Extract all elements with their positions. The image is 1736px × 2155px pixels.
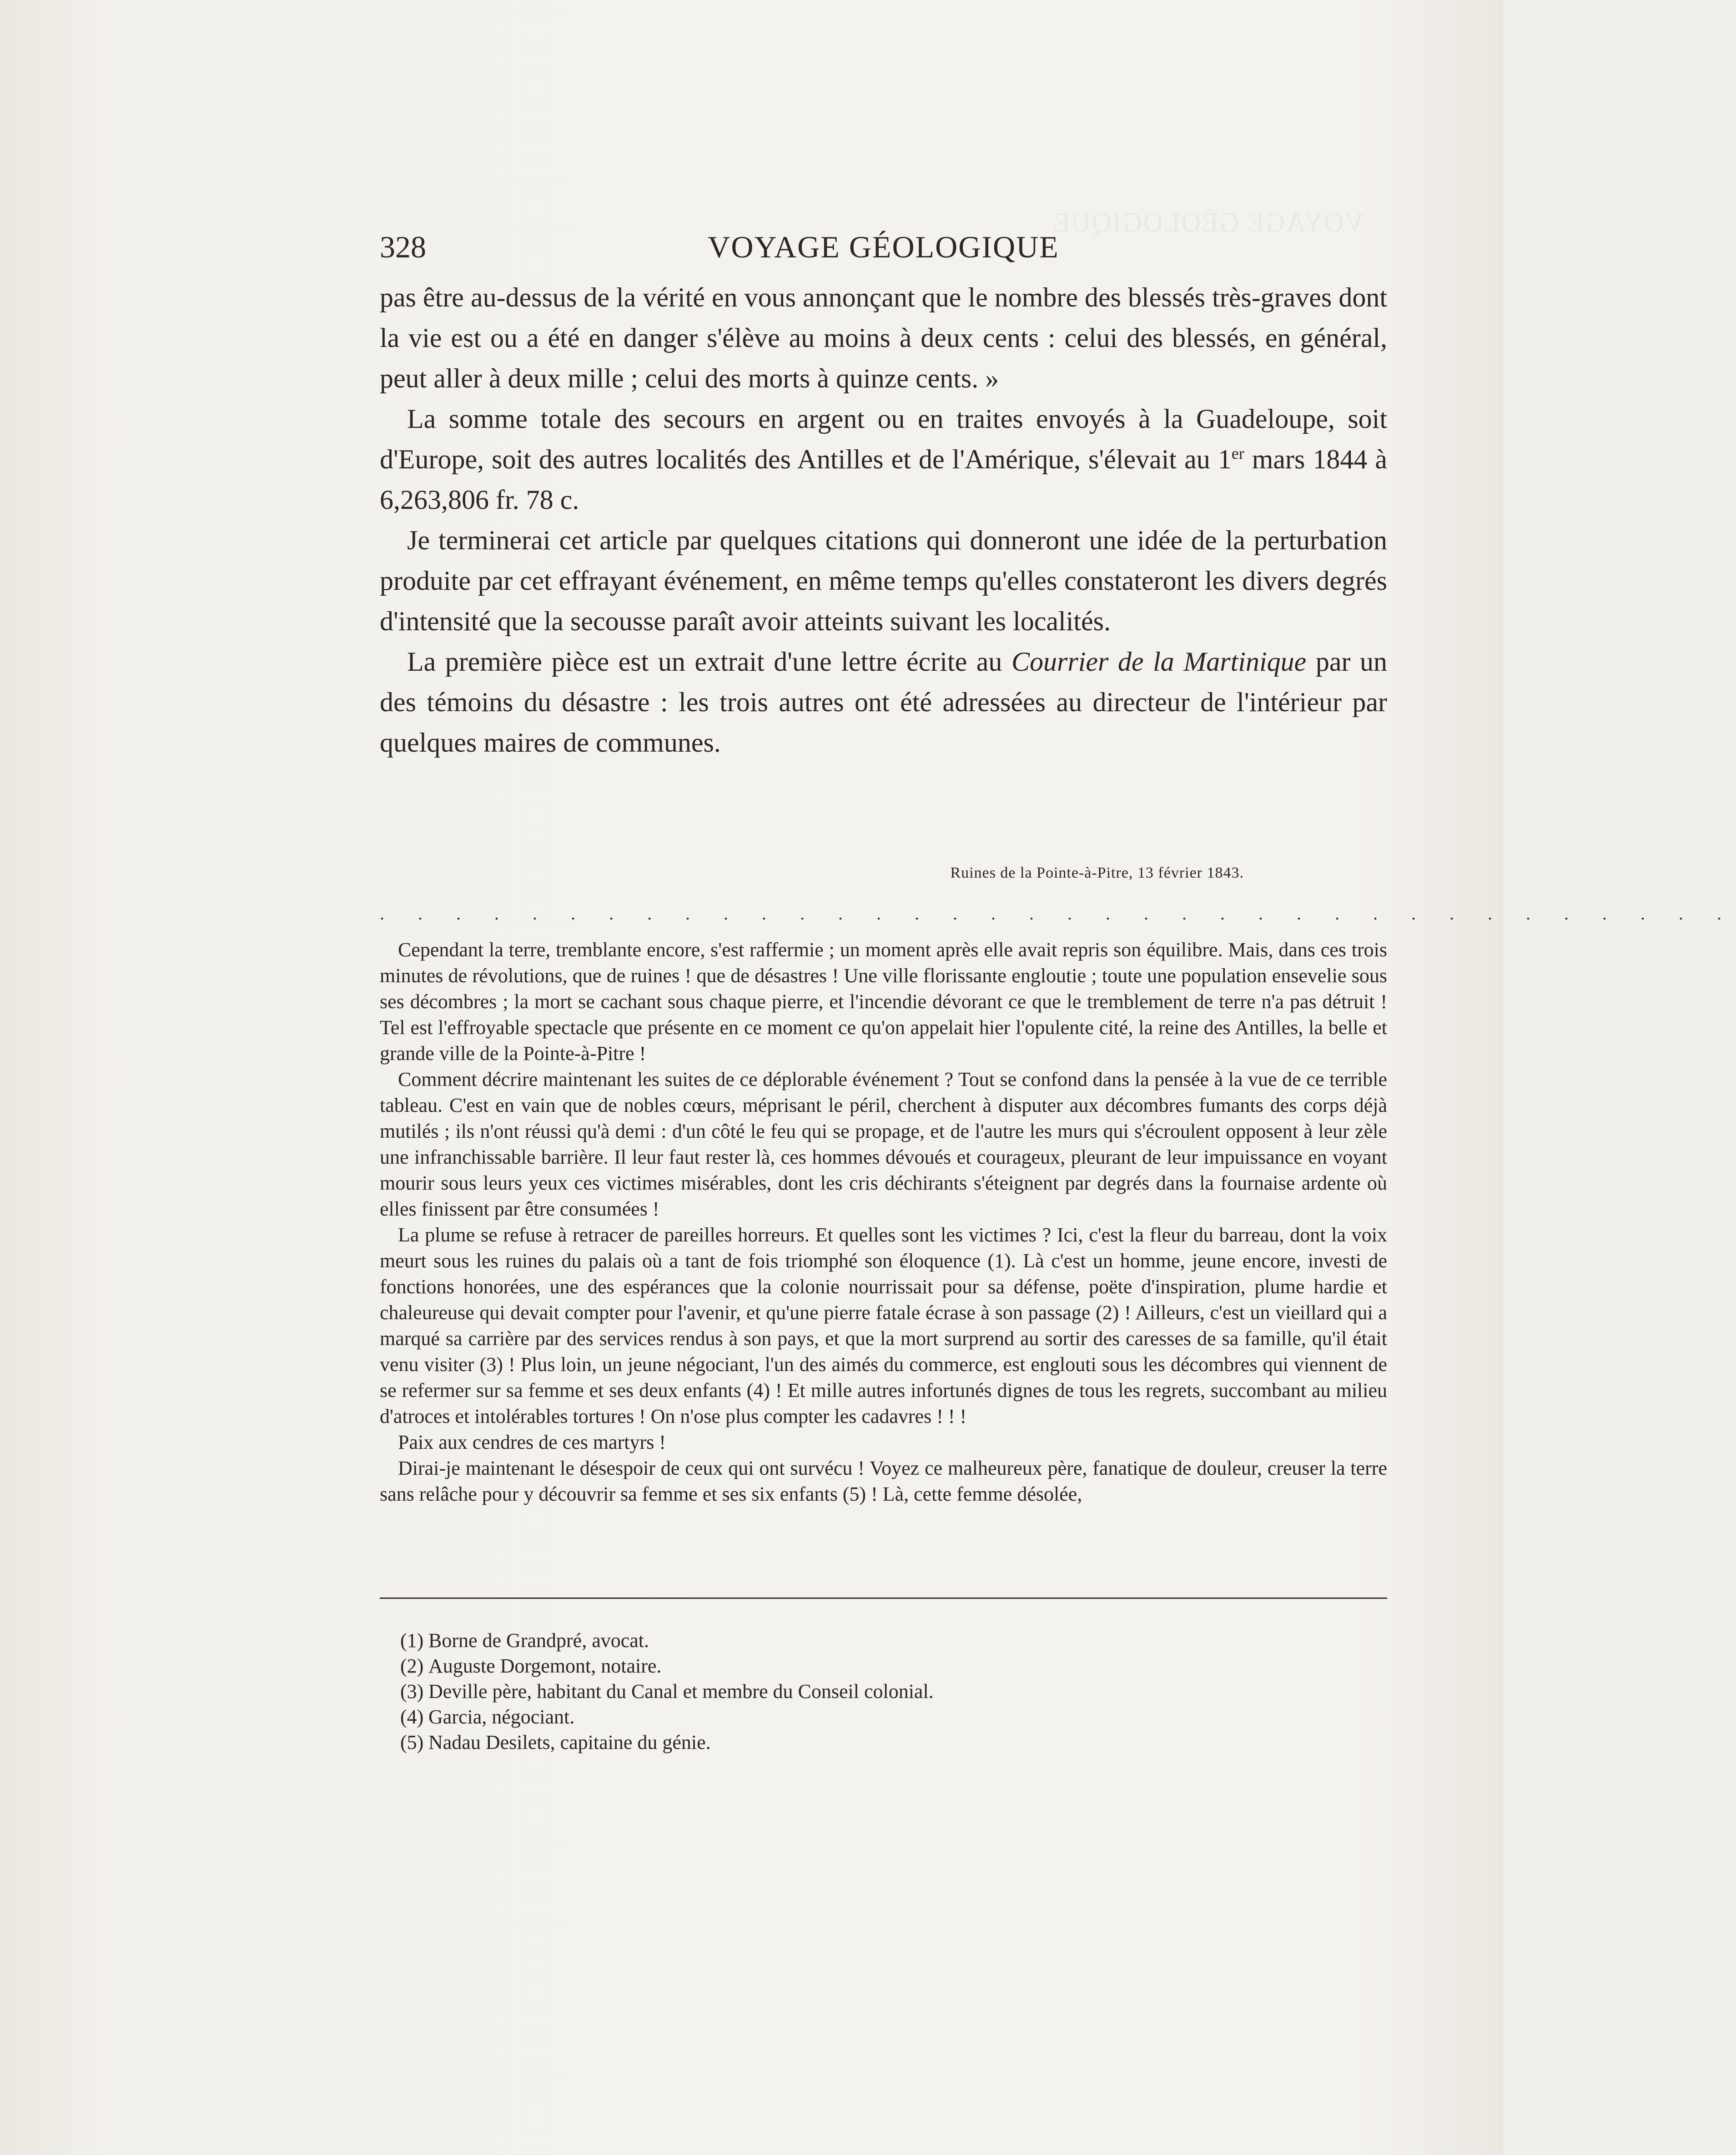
paragraph-first-document — [380, 642, 1387, 763]
footnotes — [400, 1628, 1378, 1755]
newspaper-title: Courrier de la Martinique — [1011, 647, 1307, 677]
footnote — [400, 1730, 1378, 1755]
superscript-er: er — [1231, 444, 1244, 462]
paragraph-continuation: pas être au-dessus de la vérité en vous annonçant que le nombre des blessés très-graves dont la vie est ou a été en danger s'élève au moins à deux cents : celui des blessés, en général, peut aller à deux mille ; celui des morts à quinze cents. » — [380, 282, 1387, 393]
footnote — [400, 1628, 1378, 1653]
quote-paragraph: Comment décrire maintenant les suites de ce déplorable événement ? Tout se confond dans la pensée à la vue de ce terrible tableau. C'est en vain que de nobles cœurs, méprisant le péril, cherchent à disputer aux décombres fumants des corps déjà mutilés ; ils n'ont réussi qu'à demi : d'un côté le feu qui se propage, et de l'autre les murs qui s'écroulent opposent à leur zèle une infranchissable barrière. Il leur faut rester là, ces hommes dévoués et courageux, pleurant de leur impuissance en voyant mourir sous leurs yeux ces victimes misérables, dont les cris déchirants s'éteignent par degrés dans la fournaise ardente où elles finissent par être consumées ! — [380, 1068, 1387, 1220]
footnote-mark: (2) — [400, 1655, 424, 1677]
running-title: VOYAGE GÉOLOGIQUE — [708, 230, 1059, 264]
paragraph-relief-total — [380, 399, 1387, 520]
footnote-text: Garcia, négociant. — [428, 1706, 575, 1728]
quote-paragraph: Dirai-je maintenant le désespoir de ceux qui ont survécu ! Voyez ce malheureux père, fanatique de douleur, creuser la terre sans relâche pour y découvrir sa femme et ses six enfants (5) ! Là, cette femme désolée, — [380, 1457, 1387, 1505]
footnote — [400, 1704, 1378, 1730]
footnote-divider — [380, 1597, 1387, 1599]
footnote-text: Borne de Grandpré, avocat. — [428, 1629, 649, 1652]
letter-dateline: Ruines de la Pointe-à-Pitre, 13 février 1843. — [950, 864, 1244, 881]
quote-paragraph: Cependant la terre, tremblante encore, s'est raffermie ; un moment après elle avait repris son équilibre. Mais, dans ces trois minutes de révolutions, que de ruines ! que de désastres ! Une ville florissante engloutie ; toute une population ensevelie sous ses décombres ; la mort se cachant sous chaque pierre, et l'incendie dévorant ce que le tremblement de terre n'a pas détruit ! Tel est l'effroyable spectacle que présente en ce moment ce qu'on appelait hier l'opulente cité, la reine des Antilles, la belle et grande ville de la Pointe-à-Pitre ! — [380, 939, 1387, 1065]
body-text — [380, 277, 1387, 763]
first-document-rest: par un des témoins du désastre : les trois autres ont été adressées au directeur de l'intérieur par quelques maires de communes. — [380, 647, 1387, 758]
ellipsis-line: . . . . . . . . . . . . . . . . . . . . . . . . . . . . . . . . . . . . — [380, 903, 1736, 924]
page-number: 328 — [380, 230, 426, 264]
footnote-mark: (4) — [400, 1706, 424, 1728]
paragraph-citations-intro: Je terminerai cet article par quelques citations qui donneront une idée de la perturbation produite par cet effrayant événement, en même temps qu'elles constateront les divers degrés d'intensité que la secousse paraît avoir atteints suivant les localités. — [380, 525, 1387, 636]
footnote-mark: (5) — [400, 1731, 424, 1753]
footnote-text: Auguste Dorgemont, notaire. — [428, 1655, 662, 1677]
footnote-mark: (1) — [400, 1629, 424, 1652]
footnote — [400, 1679, 1378, 1704]
page-header — [380, 226, 1387, 267]
footnote-text: Deville père, habitant du Canal et membre du Conseil colonial. — [428, 1680, 934, 1703]
first-document-text: La première pièce est un extrait d'une lettre écrite au — [407, 647, 1011, 677]
quote-paragraph: Paix aux cendres de ces martyrs ! — [398, 1431, 666, 1453]
quote-paragraph: La plume se refuse à retracer de pareilles horreurs. Et quelles sont les victimes ? Ici, c'est la fleur du barreau, dont la voix meurt sous les ruines du palais où a tant de fois triomphé son éloquence (1). Là c'est un homme, jeune encore, investi de fonctions honorées, une des espérances que la colonie nourrissait pour sa défense, poëte d'inspiration, plume hardie et chaleureuse qui devait compter pour l'avenir, et qu'une pierre fatale écrase à son passage (2) ! Ailleurs, c'est un vieillard qui a marqué sa carrière par des services rendus à son pays, et que la mort surprend au sortir des caresses de sa famille, qu'il était venu visiter (3) ! Plus loin, un jeune négociant, l'un des aimés du commerce, est englouti sous les décombres qui viennent de se refermer sur sa femme et ses deux enfants (4) ! Et mille autres infortunés dignes de tous les regrets, succombant au milieu d'atroces et intolérables tortures ! On n'ose plus compter les cadavres ! ! ! — [380, 1224, 1387, 1427]
show-through-text: VOYAGE GÉOLOGIQUE — [1052, 207, 1364, 237]
footnote-text: Nadau Desilets, capitaine du génie. — [428, 1731, 711, 1753]
letter-extract — [380, 937, 1387, 1507]
relief-total-amount: mars 1844 à 6,263,806 fr. 78 c. — [380, 444, 1387, 515]
relief-total-text: La somme totale des secours en argent ou en traites envoyés à la Guadeloupe, soit d'Europe, soit des autres localités des Antilles et de l'Amérique, s'élevait au 1 — [380, 404, 1387, 474]
footnote — [400, 1653, 1378, 1679]
footnote-mark: (3) — [400, 1680, 424, 1703]
